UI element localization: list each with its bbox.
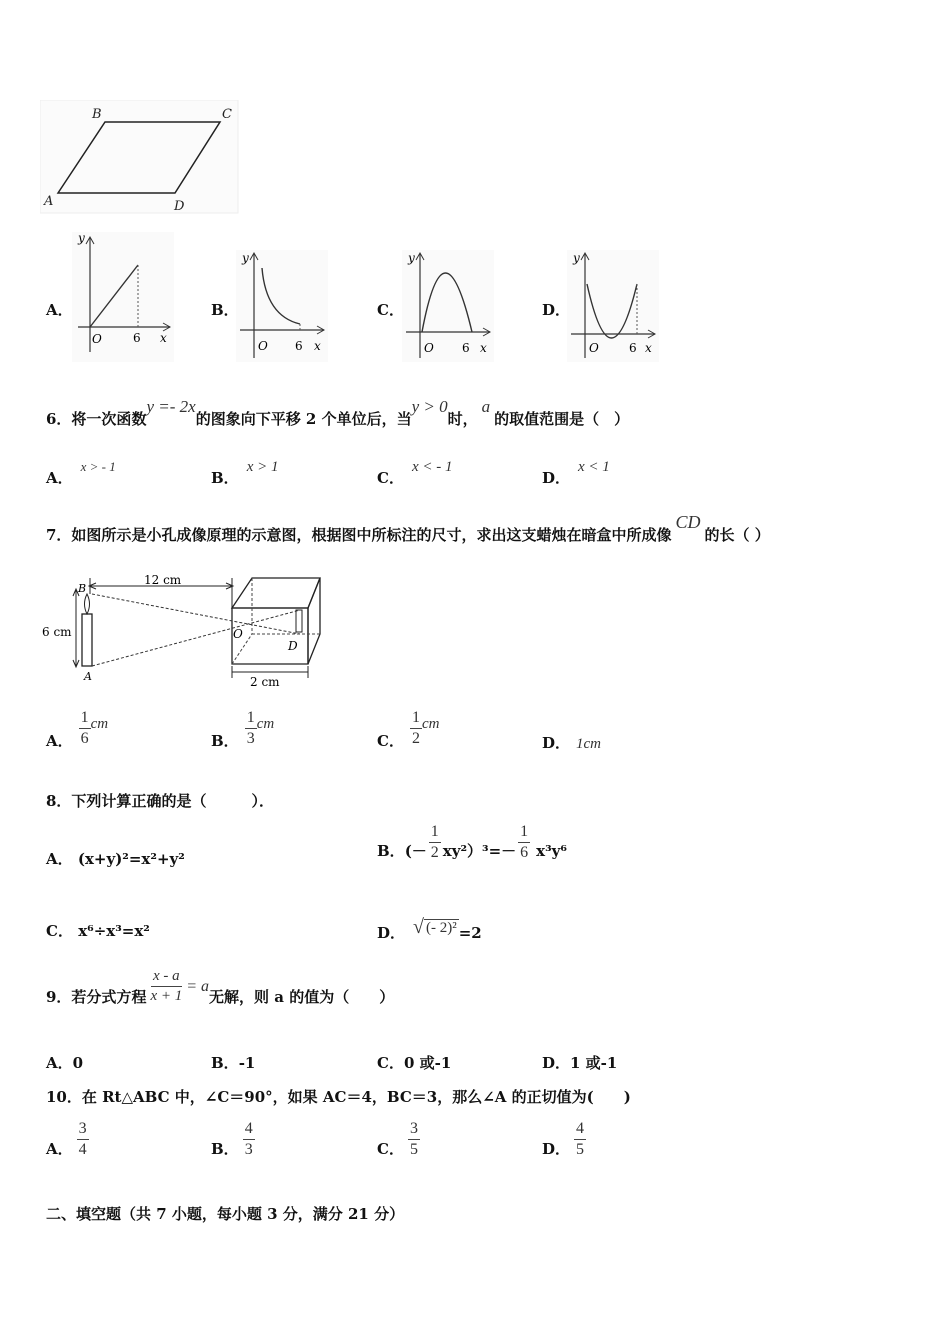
q5-graph-c	[402, 250, 494, 362]
q7-option-d: D． 1cm	[542, 734, 602, 752]
q5b-x-label: x	[314, 339, 321, 353]
q6-option-b: B．x > 1	[211, 459, 279, 487]
q7-option-a: A． $\frac{1}{6}$ cm	[46, 709, 109, 750]
q5-option-a-letter: A．	[46, 301, 73, 319]
q6-var: a	[481, 397, 491, 416]
q10-option-d: D． $\frac{4}{5}$	[542, 1120, 585, 1158]
q5-option-d-letter: D．	[542, 301, 571, 319]
q5d-x-label: x	[645, 341, 652, 355]
q5b-tick: 6	[295, 339, 303, 353]
fig-A: A	[84, 670, 92, 683]
label-B: B	[92, 107, 102, 122]
pinhole-figure	[40, 572, 325, 690]
q9-option-b: B．-1	[211, 1054, 256, 1072]
q8-option-b: B． (－ $\frac{1}{2}$ xy²）³=－ $\frac{1}{6}$ x³y⁶	[377, 823, 567, 861]
q6-option-d: D．x < 1	[542, 459, 610, 487]
label-A: A	[44, 194, 54, 209]
q5a-y-label: y	[78, 232, 85, 245]
q6-prefix: 6．将一次函数	[46, 410, 147, 428]
q9-option-c: C．0 或-1	[377, 1054, 452, 1072]
q7-suffix: 的长（ ）	[704, 526, 770, 544]
q10-option-b: B． $\frac{4}{3}$	[211, 1120, 253, 1158]
q5c-tick: 6	[462, 341, 470, 355]
q7-prefix: 7．如图所示是小孔成像原理的示意图，根据图中所标注的尺寸，求出这支蜡烛在暗盒中所成像	[46, 526, 672, 544]
label-D: D	[174, 199, 185, 214]
q5a-tick: 6	[133, 331, 141, 345]
label-C: C	[222, 107, 232, 122]
q5a-x-label: x	[160, 331, 167, 345]
q5c-origin: O	[424, 341, 434, 355]
q5c-x-label: x	[480, 341, 487, 355]
q5-graph-a	[72, 232, 174, 362]
q10-option-c: C． $\frac{3}{5}$	[377, 1120, 418, 1158]
q5-graph-d	[567, 250, 659, 362]
q8-option-c: C． x⁶÷x³=x²	[46, 922, 150, 940]
fig-O: O	[233, 627, 243, 641]
q5a-origin: O	[92, 332, 102, 346]
q9-option-d: D．1 或-1	[542, 1054, 618, 1072]
q8-stem: 8．下列计算正确的是（ ）．	[46, 792, 274, 810]
fig-D: D	[288, 639, 298, 653]
q5d-origin: O	[589, 341, 599, 355]
fig-B: B	[78, 582, 87, 595]
q6-mid: 的图象向下平移 2 个单位后，当	[195, 410, 412, 428]
q6-suffix: 的取值范围是（ ）	[494, 410, 630, 428]
q9-option-a: A．0	[46, 1054, 84, 1072]
q7-seg: CD	[675, 512, 701, 532]
q7-option-b: B． $\frac{1}{3}$ cm	[211, 709, 275, 750]
q9-stem: 9．若分式方程 $\frac{x - a}{x + 1}$ = a 无解，则 a 的值为（ ）	[46, 968, 395, 1006]
sqrt-sign: √	[413, 916, 424, 938]
q6-mid2: 时，	[447, 410, 478, 428]
q7-option-c: C． $\frac{1}{2}$ cm	[377, 709, 440, 750]
q7-stem	[46, 512, 770, 544]
q5-option-c-letter: C．	[377, 301, 404, 319]
fig-left-dim: 6 cm	[42, 625, 72, 639]
q8-option-d: D． √ (- 2)² =2	[377, 916, 482, 942]
q6-option-a: A．x > - 1	[46, 459, 116, 487]
q6-cond: y > 0	[411, 397, 448, 416]
q5b-origin: O	[258, 339, 268, 353]
q8-option-a: A． (x+y)²=x²+y²	[46, 850, 185, 868]
q6-option-c: C．x < - 1	[377, 459, 453, 487]
parallelogram-figure	[40, 100, 240, 215]
q6-stem	[46, 396, 630, 428]
q5-graph-b	[236, 250, 328, 362]
fig-bottom-dim: 2 cm	[250, 675, 280, 689]
fig-top-dim: 12 cm	[144, 573, 182, 587]
q10-option-a: A． $\frac{3}{4}$	[46, 1120, 87, 1158]
q5-option-b-letter: B．	[211, 301, 239, 319]
q10-stem: 10．在 Rt△ABC 中，∠C＝90°，如果 AC＝4，BC＝3，那么∠A 的正切值为( )	[46, 1088, 631, 1106]
q5c-y-label: y	[408, 251, 415, 265]
q5d-tick: 6	[629, 341, 637, 355]
q5d-y-label: y	[573, 251, 580, 265]
section2-title: 二、填空题（共 7 小题，每小题 3 分，满分 21 分）	[46, 1205, 405, 1223]
sqrt-radicand: (- 2)²	[426, 919, 457, 936]
q5b-y-label: y	[242, 251, 249, 265]
q6-func: y =- 2x	[146, 397, 196, 416]
